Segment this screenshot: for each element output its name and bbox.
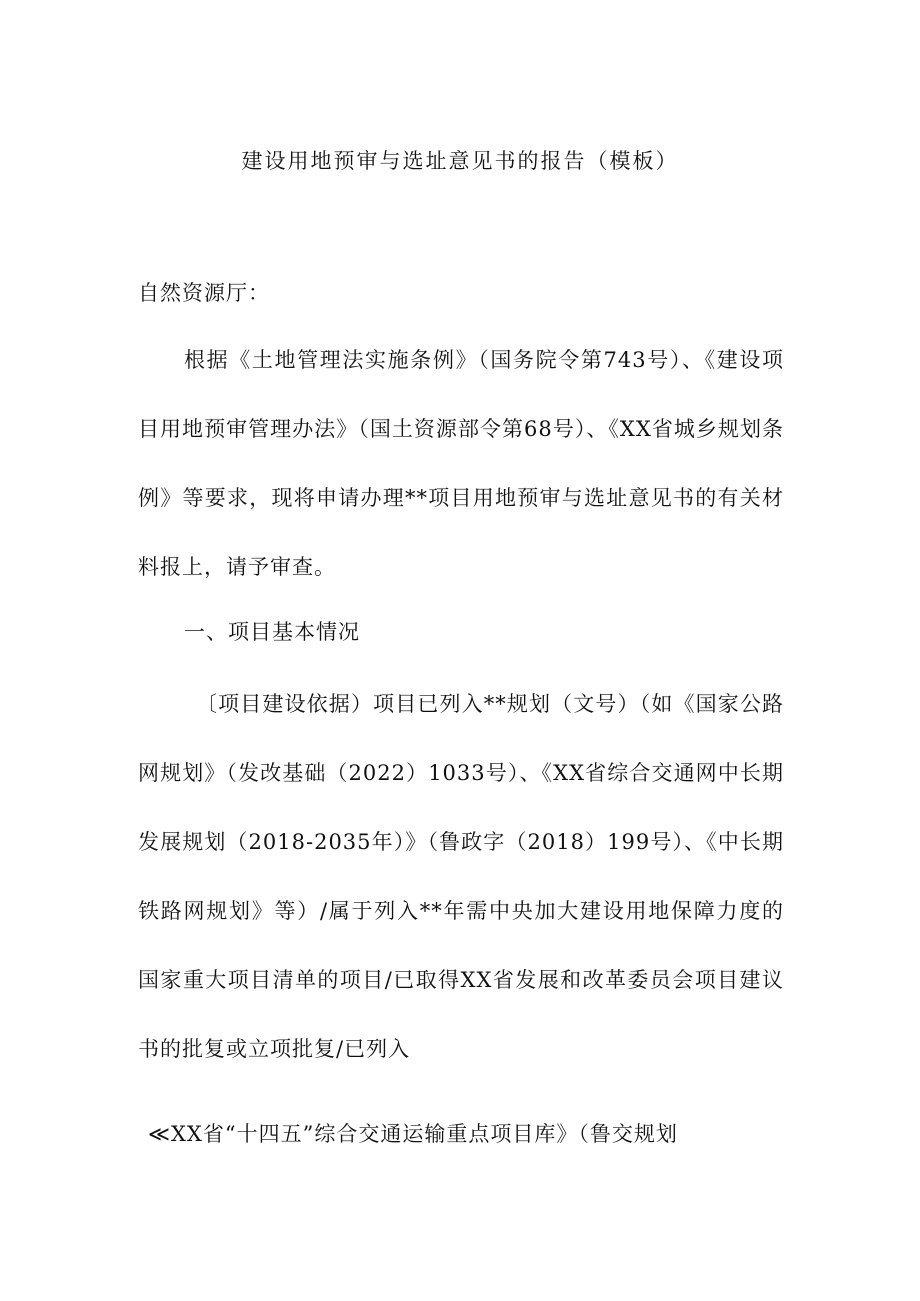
- document-title: 建设用地预审与选址意见书的报告（模板）: [241, 149, 679, 173]
- paragraph-project-basis: 〔项目建设依据）项目已列入**规划（文号）（如《国家公路网规划》（发改基础（2022）1033号）、《XX省综合交通网中长期发展规划（2018-2035年）》（鲁政字（2018）199号）、《中长期铁路网规划》等）/属于列入**年需中央加大建设用地保障力度的国家重大项目清单的项目/已取得XX省发展和改革委员会项目建议书的批复或立项批复/已列入: [138, 692, 784, 1061]
- paragraph-intro: 根据《土地管理法实施条例》（国务院令第743号）、《建设项目用地预审管理办法》（国土资源部令第68号）、《XX省城乡规划条例》等要求，现将申请办理**项目用地预审与选址意见书的有关材料报上，请予审查。: [138, 348, 784, 579]
- paragraph-continuation: ≪XX省“十四五”综合交通运输重点项目库》（鲁交规划: [148, 1122, 678, 1146]
- section-heading-project-basics: 一、项目基本情况: [184, 620, 360, 644]
- salutation: 自然资源厅：: [138, 281, 270, 305]
